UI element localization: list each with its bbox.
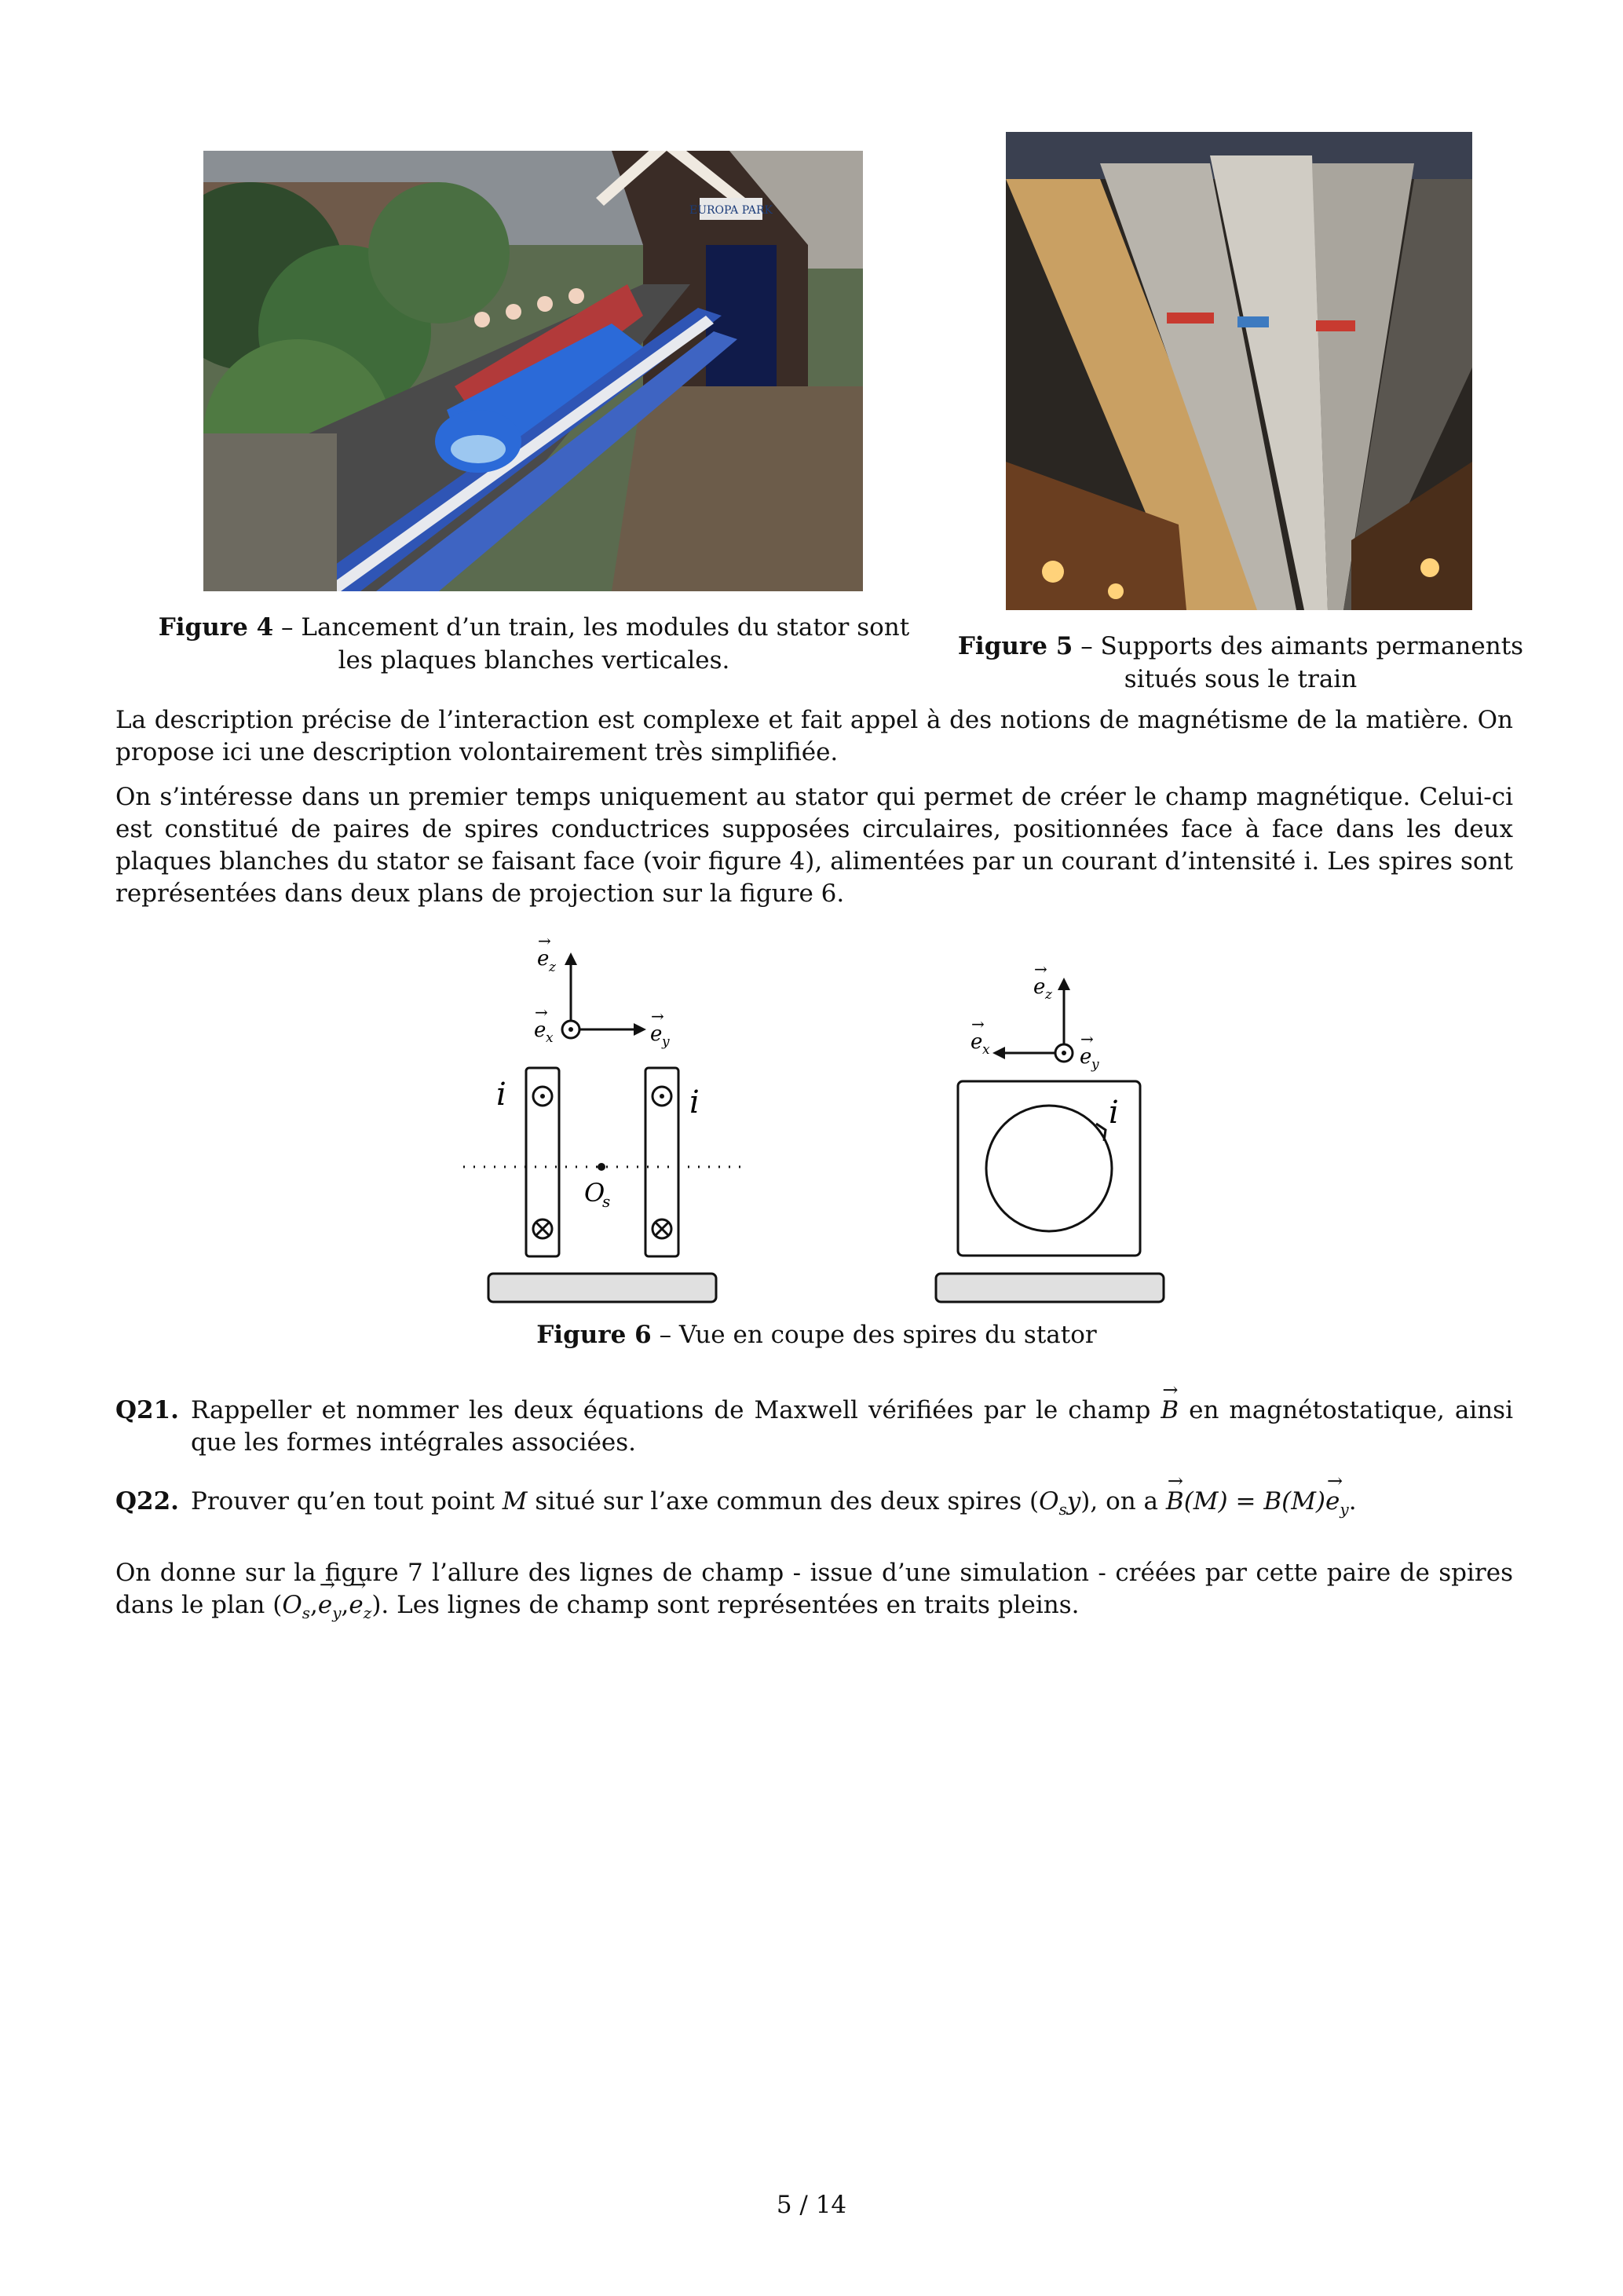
figure6-label: Figure 6 [536, 1321, 652, 1349]
closing-plane-ey: → e [318, 1589, 332, 1621]
q22-eq-rhs: B [1263, 1487, 1282, 1515]
right-axis-y-sub: y [1091, 1057, 1099, 1073]
svg-text:→: → [1080, 1029, 1094, 1048]
closing-plane-ey-sub: y [332, 1603, 342, 1623]
figure5-illustration [1006, 132, 1472, 610]
figure4-caption-text: – Lancement d’un train, les modules du stator sont les plaques blanches verticales. [281, 613, 910, 675]
figure5-caption [950, 630, 1531, 696]
closing-text-2: ). Les lignes de champ sont représentées en traits pleins. [371, 1591, 1080, 1619]
q21-text-after: en magnétostatique, ainsi que les formes intégrales associées. [191, 1396, 1513, 1457]
origin-sub: s [602, 1192, 611, 1211]
figure4-caption [141, 611, 927, 677]
left-axis-z-sub: z [549, 960, 556, 975]
figure4-label: Figure 4 [158, 613, 274, 642]
q22-axis-y: y [1066, 1487, 1081, 1515]
closing-plane-o-sub: s [302, 1603, 311, 1623]
svg-text:→: → [535, 1003, 548, 1022]
q22-axis-O: O [1039, 1487, 1059, 1515]
question-22 [115, 1486, 1513, 1520]
origin-label: O [584, 1178, 605, 1208]
q22-eq-lhs: → B [1166, 1486, 1184, 1518]
left-axis-y-label: e [650, 1022, 663, 1046]
q22-text-2: situé sur l’axe commun des deux spires ( [535, 1487, 1040, 1515]
closing-plane-ez: → e [349, 1589, 363, 1621]
left-current-label: i [496, 1077, 506, 1113]
right-base [936, 1274, 1164, 1302]
question-21-number: Q21. [115, 1396, 179, 1424]
q22-eq-arg2: (M) [1281, 1487, 1326, 1515]
q22-end: . [1348, 1487, 1357, 1515]
question-21-text [191, 1395, 1513, 1459]
left-axis-x-sub: x [546, 1030, 554, 1046]
figure6-caption [440, 1318, 1193, 1351]
figure6-caption-text: – Vue en coupe des spires du stator [659, 1321, 1097, 1349]
right-axis-y-label: e [1080, 1045, 1092, 1069]
paragraph-1: La description précise de l’interaction est complexe et fait appel à des notions de magnétisme de la matière. On propose ici une description volontairement très simplifiée. [115, 706, 1513, 766]
left-axis-y-sub: y [662, 1034, 670, 1050]
right-axis-z-sub: z [1045, 987, 1052, 1003]
q21-text-before: Rappeller et nommer les deux équations de Maxwell vérifiées par le champ [191, 1396, 1151, 1424]
figure5-caption-text: – Supports des aimants permanents situés sous le train [1080, 632, 1524, 693]
figure5-photo [1006, 132, 1472, 610]
closing-text-1: On donne sur la figure 7 l’allure des lignes de champ - issue d’une simulation - créées par cette paire de spires dans le plan ( [115, 1559, 1513, 1619]
question-21 [115, 1395, 1513, 1461]
figure6-left-view [463, 931, 744, 1302]
closing-paragraph: On donne sur la figure 7 l’allure des lignes de champ - issue d’une simulation - créées par cette paire de spires dans le plan $(O_s,\to e_y,\to e_z)$. Les lignes de champ sont représentées en traits pleins. [115, 1557, 1513, 1629]
right-axis-x-label: e [971, 1030, 983, 1054]
q22-point-M: M [502, 1487, 528, 1515]
left-axis-x-label: e [534, 1018, 546, 1042]
right-axis-z-label: e [1033, 975, 1046, 999]
figure4-illustration [203, 151, 863, 591]
question-22-number: Q22. [115, 1487, 179, 1515]
q22-axis-sub: s [1058, 1500, 1067, 1519]
park-sign-text: EUROPA PARK [689, 204, 773, 217]
svg-text:→: → [538, 931, 551, 950]
left-axis-z-label: e [537, 947, 550, 971]
page-number: 5 / 14 [776, 2191, 847, 2219]
q22-text-1: Prouver qu’en tout point [191, 1487, 495, 1515]
svg-text:→: → [651, 1007, 664, 1026]
svg-text:→: → [1034, 960, 1047, 978]
left-base [488, 1274, 716, 1302]
right-axis-x-sub: x [982, 1042, 990, 1058]
closing-plane-o: O [282, 1591, 302, 1619]
figure6-right-view [936, 960, 1164, 1302]
q22-eq-vec-sub: y [1340, 1500, 1349, 1519]
q21-vector-B: → B [1161, 1395, 1179, 1427]
svg-text:→: → [971, 1015, 985, 1033]
figure6-diagram [440, 930, 1193, 1315]
figure5-label: Figure 5 [957, 632, 1073, 660]
figure4-photo [203, 151, 863, 591]
right-current-label: i [689, 1084, 700, 1121]
question-22-text [191, 1486, 1513, 1526]
paragraph-2: On s’intéresse dans un premier temps uniquement au stator qui permet de créer le champ magnétique. Celui-ci est constitué de paires de spires conductrices supposées circulaires, positionnées face à face dans les deux plaques blanches du stator se faisant face (voir figure 4), alimentées par un courant d’intensité i. Les spires sont représentées dans deux plans de projection sur la figure 6. [115, 783, 1513, 908]
loop-current-label: i [1109, 1095, 1119, 1131]
closing-plane-ez-sub: z [363, 1603, 372, 1623]
q22-eq-arg: (M) = [1183, 1487, 1264, 1515]
q22-eq-vec: → e [1325, 1486, 1340, 1518]
q22-text-3: ), on a [1080, 1487, 1159, 1515]
